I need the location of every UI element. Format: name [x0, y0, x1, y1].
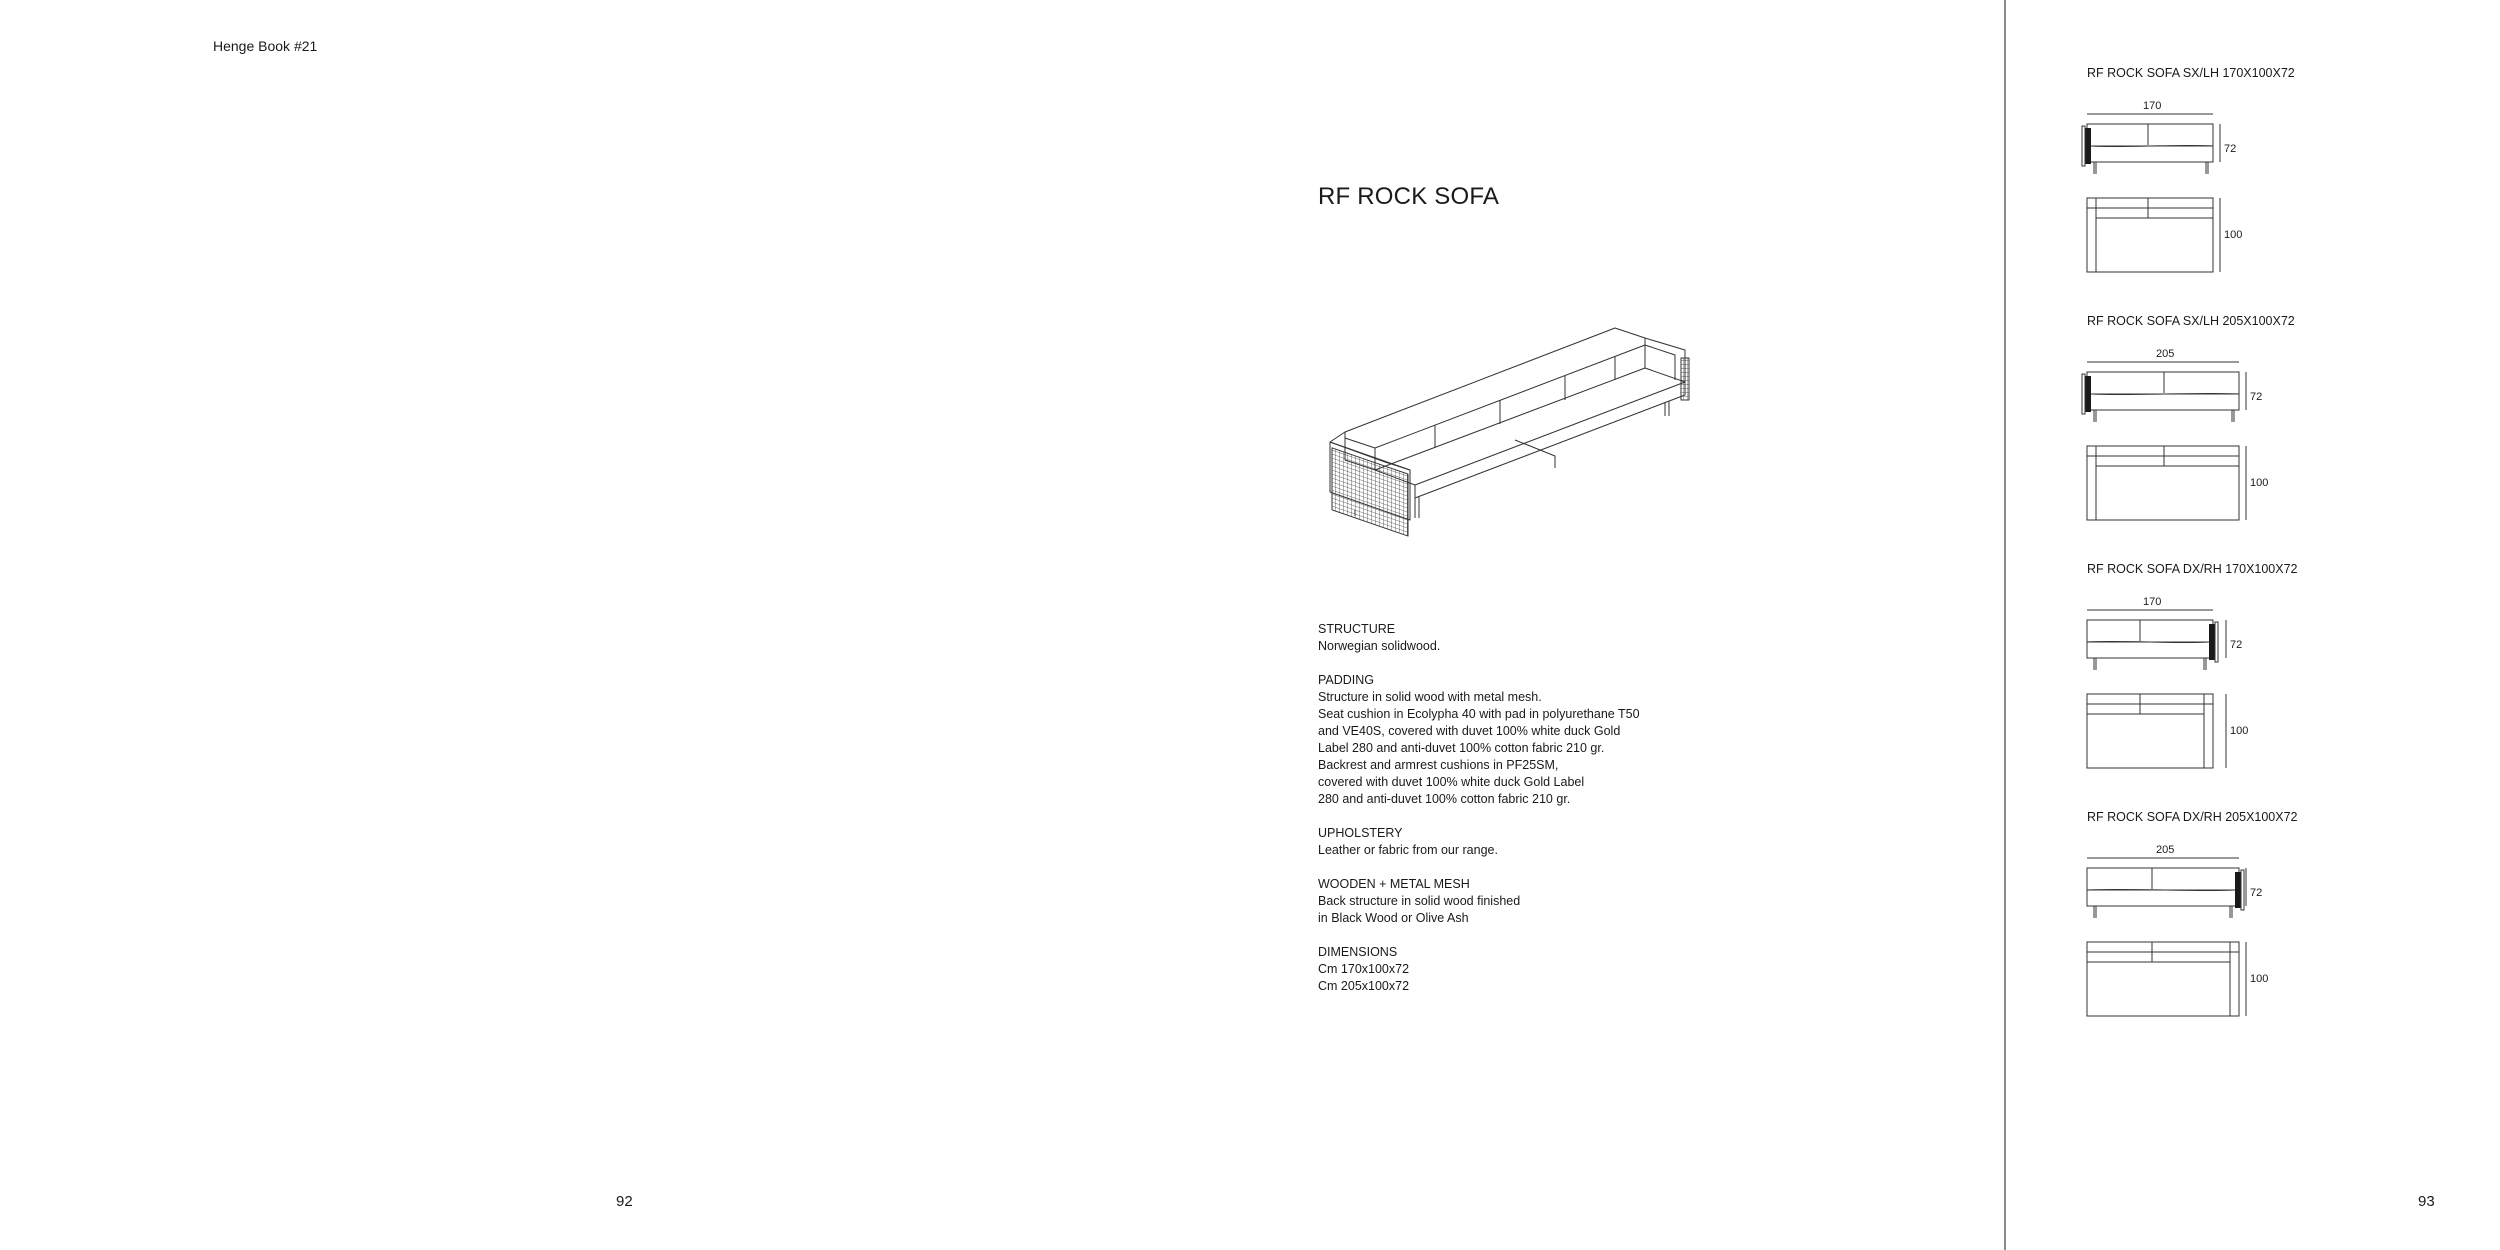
dimension-width-label: 170	[2143, 596, 2162, 608]
dimension-depth-label: 100	[2224, 229, 2243, 241]
spec-line: Structure in solid wood with metal mesh.	[1318, 690, 1542, 704]
spec-line: in Black Wood or Olive Ash	[1318, 911, 1469, 925]
spec-line: Backrest and armrest cushions in PF25SM,	[1318, 758, 1559, 772]
spec-wooden-metal-mesh	[1318, 876, 1678, 927]
specifications	[1318, 621, 1678, 1012]
dimension-depth-label: 100	[2250, 477, 2269, 489]
dimension-depth-label: 100	[2230, 725, 2249, 737]
dimension-height-label: 72	[2250, 887, 2263, 899]
spec-line: Cm 170x100x72	[1318, 962, 1410, 976]
dimension-height-label: 72	[2230, 639, 2243, 651]
dimension-height-label: 72	[2224, 143, 2237, 155]
spec-line: Leather or fabric from our range.	[1318, 843, 1498, 857]
dimension-width-label: 205	[2156, 844, 2175, 856]
sofa-isometric-illustration	[1315, 320, 1705, 530]
spec-padding	[1318, 672, 1678, 808]
dimension-depth-label: 100	[2250, 973, 2269, 985]
variant-title: RF ROCK SOFA DX/RH 205X100X72	[2087, 810, 2298, 824]
variant-drawing-sx-170	[2080, 96, 2260, 286]
spec-line: covered with duvet 100% white duck Gold Label	[1318, 775, 1585, 789]
spec-heading: STRUCTURE	[1318, 622, 1396, 636]
variant-title: RF ROCK SOFA DX/RH 170X100X72	[2087, 562, 2298, 576]
variant-drawing-sx-205	[2080, 344, 2269, 534]
spec-line: Label 280 and anti-duvet 100% cotton fabric 210 gr.	[1318, 741, 1605, 755]
page-number-left: 92	[616, 1193, 633, 1210]
spec-line: Back structure in solid wood finished	[1318, 894, 1521, 908]
spec-dimensions	[1318, 944, 1678, 995]
page-number-right: 93	[2418, 1193, 2435, 1210]
spec-line: 280 and anti-duvet 100% cotton fabric 210 gr.	[1318, 792, 1571, 806]
spec-heading: PADDING	[1318, 673, 1375, 687]
spec-structure	[1318, 621, 1678, 655]
spec-line: Cm 205x100x72	[1318, 979, 1410, 993]
variant-title: RF ROCK SOFA SX/LH 170X100X72	[2087, 66, 2295, 80]
spec-heading: DIMENSIONS	[1318, 945, 1398, 959]
spec-line: Norwegian solidwood.	[1318, 639, 1441, 653]
variant-drawing-dx-170	[2080, 592, 2260, 782]
spec-line: and VE40S, covered with duvet 100% white duck Gold	[1318, 724, 1621, 738]
book-title: Henge Book #21	[213, 38, 318, 54]
product-title: RF ROCK SOFA	[1318, 183, 1500, 210]
spec-upholstery	[1318, 825, 1678, 859]
variant-title: RF ROCK SOFA SX/LH 205X100X72	[2087, 314, 2295, 328]
page-gutter-divider	[2004, 0, 2006, 1250]
spec-line: Seat cushion in Ecolypha 40 with pad in polyurethane T50	[1318, 707, 1640, 721]
spec-heading: UPHOLSTERY	[1318, 826, 1403, 840]
variant-drawing-dx-205	[2080, 840, 2269, 1030]
dimension-width-label: 170	[2143, 100, 2162, 112]
spec-heading: WOODEN + METAL MESH	[1318, 877, 1470, 891]
dimension-height-label: 72	[2250, 391, 2263, 403]
dimension-width-label: 205	[2156, 348, 2175, 360]
